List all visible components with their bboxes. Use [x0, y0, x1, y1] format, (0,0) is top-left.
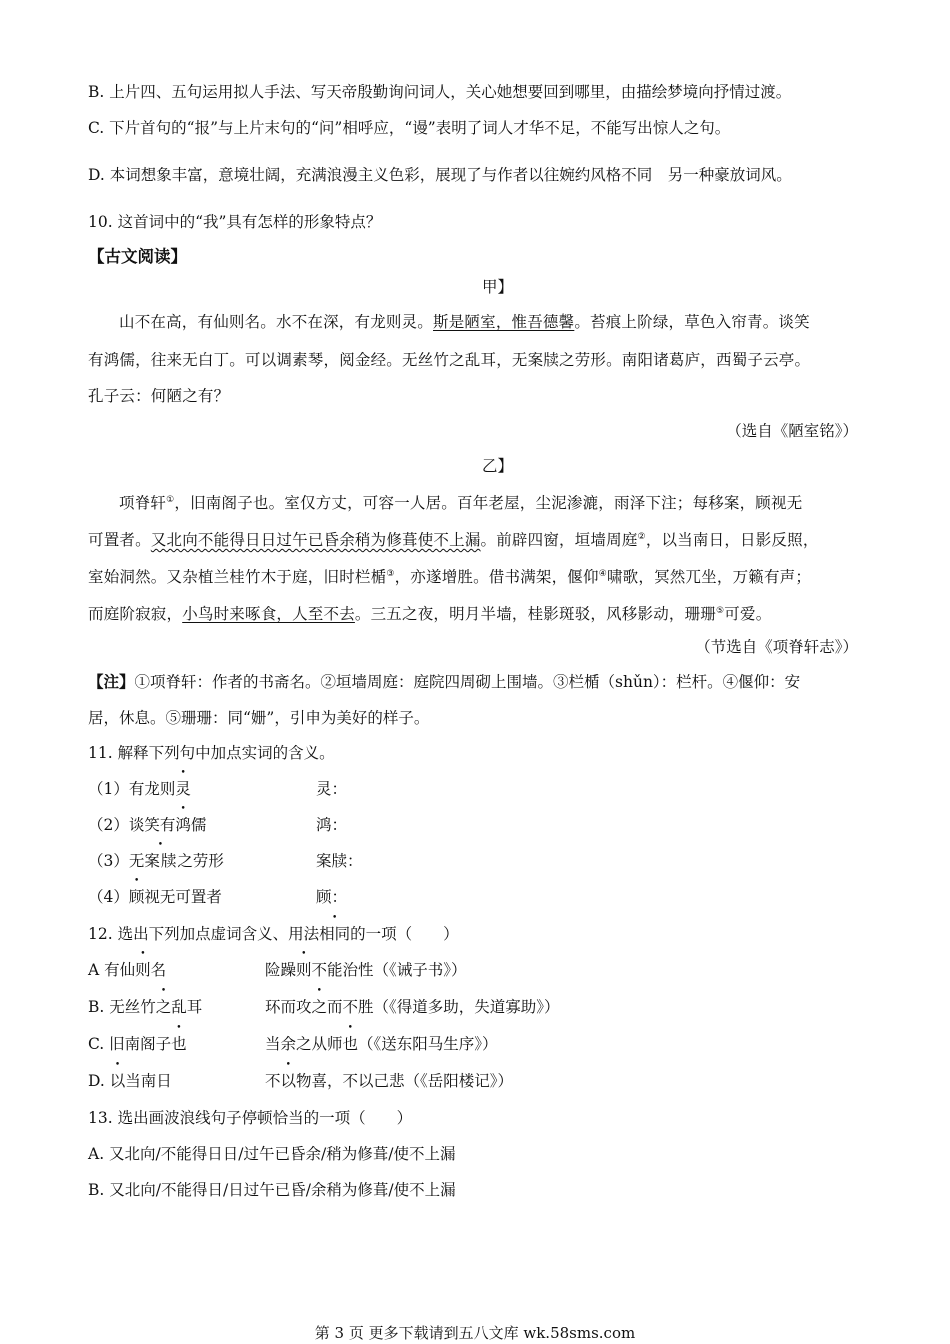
- q9-option-b: B. 上片四、五句运用拟人手法、写天帝殷勤询问词人，关心她想要回到哪里，由描绘梦境向抒情过渡。: [88, 83, 792, 101]
- q12-option-c-compare: 当余之从师也（《送东阳马生序》）: [265, 1035, 498, 1053]
- q11-item-3: （3）无案牍之劳形: [88, 852, 224, 870]
- q11-item-1: （1）有龙则灵: [88, 780, 191, 798]
- jia-line-3: 孔子云：何陋之有？: [88, 387, 230, 405]
- q11-item-2-label: 鸿：: [316, 816, 348, 834]
- note-line-1: 【注】①项脊轩：作者的书斋名。②垣墙周庭：庭院四周砌上围墙。③栏楯（shǔn）：栏杆。④偃仰：安: [88, 673, 801, 691]
- q12-option-a-compare: 险躁则不能治性（《诫子书》）: [265, 961, 467, 979]
- underlined-sentence: 小鸟时来啄食，人至不去: [182, 605, 355, 624]
- jia-line-1: 山不在高，有仙则名。水不在深，有龙则灵。斯是陋室，惟吾德馨。苔痕上阶绿，草色入帘青。谈笑: [119, 313, 810, 331]
- page-footer: 第 3 页 更多下载请到五八文库 wk.58sms.com: [314, 1324, 636, 1342]
- yi-line-4: 而庭阶寂寂，小鸟时来啄食，人至不去。三五之夜，明月半墙，桂影斑驳，风移影动，珊珊⑤可爱。: [88, 605, 772, 624]
- jia-line-2: 有鸿儒，往来无白丁。可以调素琴，阅金经。无丝竹之乱耳，无案牍之劳形。南阳诸葛庐，西蜀子云亭。: [88, 351, 811, 369]
- q12-question: 12. 选出下列加点虚词含义、用法相同的一项（ ）: [88, 925, 459, 943]
- section-title: 【古文阅读】: [88, 247, 187, 266]
- wavy-underlined-sentence: 又北向不能得日日过午已昏余稍为修葺使不上漏: [150, 531, 481, 550]
- q11-question: 11. 解释下列句中加点实词的含义。: [88, 744, 335, 762]
- q12-option-d: D. 以当南日: [88, 1072, 172, 1090]
- yi-source: （节选自《项脊轩志》）: [695, 638, 858, 656]
- q13-question: 13. 选出画波浪线句子停顿恰当的一项（ ）: [88, 1109, 413, 1127]
- q12-option-a: A 有仙则名: [88, 961, 167, 979]
- q12-option-b: B. 无丝竹之乱耳: [88, 998, 203, 1016]
- note-line-2: 居，休息。⑤珊珊：同“姗”，引申为美好的样子。: [88, 709, 430, 727]
- q11-item-2: （2）谈笑有鸿儒: [88, 816, 207, 834]
- q11-item-4-label: 顾：: [316, 888, 348, 906]
- q12-option-b-compare: 环而攻之而不胜（《得道多助，失道寡助》）: [265, 998, 560, 1016]
- q9-option-c: C. 下片首句的“报”与上片末句的“问”相呼应，“谩”表明了词人才华不足，不能写出惊人之句。: [88, 119, 731, 137]
- yi-line-1: 项脊轩①，旧南阁子也。室仅方丈，可容一人居。百年老屋，尘泥渗漉，雨泽下注；每移案，顾视无: [119, 494, 803, 513]
- q11-item-1-label: 灵：: [316, 780, 348, 798]
- underlined-sentence: 斯是陋室，惟吾德馨: [433, 313, 575, 331]
- q12-option-d-compare: 不以物喜，不以己悲（《岳阳楼记》）: [265, 1072, 514, 1090]
- yi-line-3: 室始洞然。又杂植兰桂竹木于庭，旧时栏楯③，亦遂增胜。借书满架，偃仰④啸歌，冥然兀坐，万籁有声；: [88, 568, 812, 587]
- q12-option-c: C. 旧南阁子也: [88, 1035, 187, 1053]
- jia-source: （选自《陋室铭》）: [726, 422, 858, 440]
- q9-option-d: D. 本词想象丰富，意境壮阔，充满浪漫主义色彩，展现了与作者以往婉约风格不同 另一种豪放词风。: [88, 166, 792, 184]
- jia-heading: 甲】: [482, 278, 514, 296]
- q10-question: 10. 这首词中的“我”具有怎样的形象特点？: [88, 213, 382, 231]
- yi-heading: 乙】: [482, 457, 514, 475]
- q13-option-b: B. 又北向/不能得日/日过午已昏/余稍为修葺/使不上漏: [88, 1181, 456, 1199]
- q11-item-4: （4）顾视无可置者: [88, 888, 222, 906]
- q13-option-a: A. 又北向/不能得日日/过午已昏余/稍为修葺/使不上漏: [88, 1145, 456, 1163]
- yi-line-2: 可置者。又北向不能得日日过午已昏余稍为修葺使不上漏。前辟四窗，垣墙周庭②，以当南日，日影反照，: [88, 531, 819, 550]
- q11-item-3-label: 案牍：: [316, 852, 363, 870]
